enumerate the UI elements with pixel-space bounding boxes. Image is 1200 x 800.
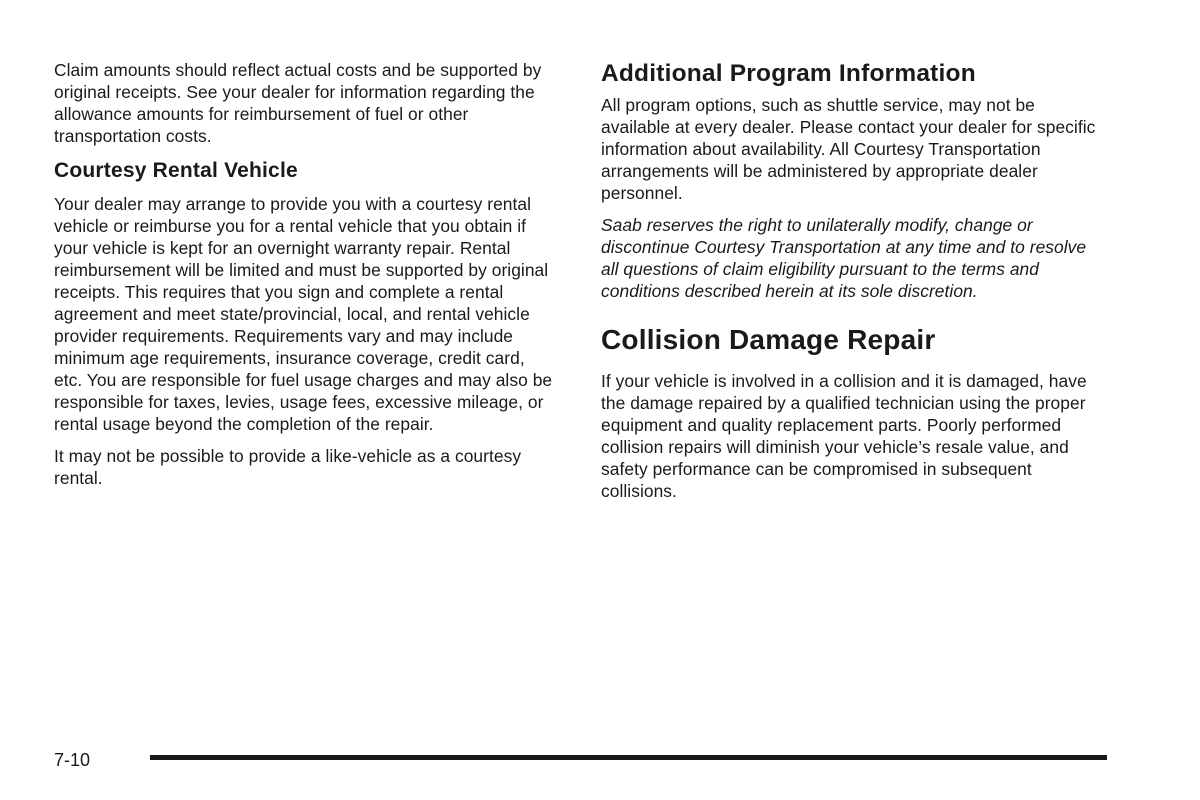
like-vehicle-paragraph: It may not be possible to provide a like-vehicle as a courtesy rental.	[54, 446, 522, 488]
program-options-paragraph: All program options, such as shuttle service, may not be available at every dealer. Please contact your dealer for specific information about availability. All Courtesy Transportation arrangements will be administered by appropriate dealer personnel.	[601, 95, 1096, 203]
collision-repair-paragraph: If your vehicle is involved in a collision and it is damaged, have the damage repaired by a qualified technician using the proper equipment and quality replacement parts. Poorly performed collision repairs will diminish your vehicle’s resale value, and safety performance can be compromised in subsequent collisions.	[601, 371, 1087, 501]
courtesy-rental-paragraph: Your dealer may arrange to provide you with a courtesy rental vehicle or reimburse you for a rental vehicle that you obtain if your vehicle is kept for an overnight warranty repair. Rental reimbursement will be limited and must be supported by original receipts. This requires that you sign and complete a rental agreement and meet state/provincial, local, and rental vehicle provider requirements. Requirements vary and may include minimum age requirements, insurance coverage, credit card, etc. You are responsible for fuel usage charges and may also be responsible for taxes, levies, usage fees, excessive mileage, or rental usage beyond the completion of the repair.	[54, 194, 553, 434]
right-column	[601, 59, 1106, 502]
additional-program-heading: Additional Program Information	[601, 60, 976, 87]
left-column	[54, 59, 554, 489]
page-number: 7-10	[54, 750, 91, 770]
footer-rule	[150, 755, 1107, 760]
claim-amounts-paragraph: Claim amounts should reflect actual costs and be supported by original receipts. See your dealer for information regarding the allowance amounts for reimbursement of fuel or other transportation costs.	[54, 60, 542, 146]
collision-damage-heading: Collision Damage Repair	[601, 324, 936, 355]
courtesy-rental-heading: Courtesy Rental Vehicle	[54, 159, 298, 182]
saab-disclaimer-paragraph: Saab reserves the right to unilaterally modify, change or discontinue Courtesy Transportation at any time and to resolve all questions of claim eligibility pursuant to the terms and conditions described herein at its sole discretion.	[601, 215, 1087, 301]
